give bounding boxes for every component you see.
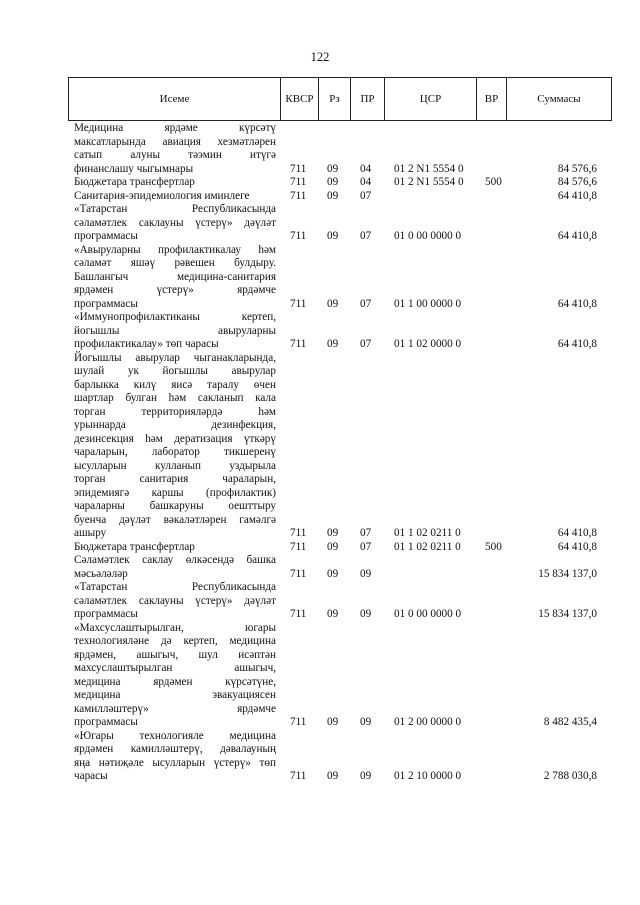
row-name-line: эпидемиягә каршы (профилактик) (74, 486, 276, 499)
pr-cell: 07 (360, 527, 372, 539)
row-name-line: чараларны башкаруны оешттыру (74, 500, 276, 512)
csr-cell: 01 0 00 0000 0 (394, 230, 462, 242)
row-name-line: Башлангыч медицина-санитария (74, 270, 276, 283)
sum-cell: 15 834 137,0 (538, 567, 597, 580)
pr-cell: 07 (360, 297, 372, 310)
row-name-line: программасы (74, 297, 138, 310)
sum-cell: 15 834 137,0 (538, 608, 597, 620)
row-name-line: дезинсекция һәм дератизация үткәрү (74, 432, 276, 445)
rz-cell: 09 (327, 338, 339, 350)
kvsr-cell: 711 (290, 540, 307, 553)
row-name-line: шулай ук йогышлы авырулар (74, 365, 276, 377)
row-name (74, 622, 276, 730)
rz-cell: 09 (327, 297, 339, 310)
row-name-line: ашыру (74, 527, 107, 539)
row-name-line: Йогышлы авырулар чыганакларында, (74, 351, 276, 364)
row-name-line: программасы (74, 716, 138, 728)
row-name-line: урыннарда дезинфекция, (74, 419, 276, 431)
header-rz: Рз (319, 78, 351, 121)
table-row (0, 244, 640, 312)
row-name-line: «Иммунопрофилактиканы кертеп, (74, 311, 276, 323)
rz-cell: 09 (327, 527, 339, 539)
csr-cell: 01 2 00 0000 0 (394, 716, 462, 728)
row-name-line: Сәламәтлек саклау өлкәсендә башка (74, 554, 276, 566)
sum-cell: 64 410,8 (557, 189, 597, 202)
table-row (0, 730, 640, 784)
table-row (0, 622, 640, 730)
row-name-line: мәсьәләләр (74, 567, 128, 580)
row-name-line: сәламәт яшәү рәвешен булдыру. (74, 257, 276, 269)
pr-cell: 09 (360, 608, 372, 620)
row-name-line: медицина ярдәмен күрсәтүне, (74, 675, 276, 688)
kvsr-cell: 711 (290, 189, 307, 202)
header-pr: ПР (351, 78, 385, 121)
csr-cell: 01 1 00 0000 0 (394, 297, 462, 310)
pr-cell: 09 (360, 567, 372, 580)
csr-cell: 01 1 02 0211 0 (394, 527, 461, 539)
csr-cell: 01 1 02 0000 0 (394, 338, 462, 350)
sum-cell: 8 482 435,4 (543, 716, 597, 728)
budget-table-header (68, 77, 612, 121)
row-name-line: Бюджетара трансфертлар (74, 176, 195, 188)
kvsr-cell: 711 (290, 297, 307, 310)
vr-cell: 500 (485, 176, 502, 188)
row-name-line: Санитария-эпидемиология иминлеге (74, 189, 250, 202)
pr-cell: 07 (360, 540, 372, 553)
row-name-line: программасы (74, 230, 138, 242)
csr-cell: 01 2 N1 5554 0 (394, 176, 464, 188)
pr-cell: 04 (360, 162, 372, 175)
row-name-line: профилактикалау» төп чарасы (74, 338, 219, 350)
row-name-line: торган санитария чараларын, (74, 473, 276, 485)
table-row (0, 581, 640, 622)
kvsr-cell: 711 (290, 567, 307, 580)
rz-cell: 09 (327, 189, 339, 202)
rz-cell: 09 (327, 716, 339, 728)
row-name-line: сәламәтлек саклауны үстерү» дәүләт (74, 594, 276, 607)
row-name-line: шартлар булган һәм сакланып кала (74, 392, 276, 404)
row-name-line: барлыкка килү яисә таралу өчен (74, 378, 276, 391)
row-name-line: сатып алуны тәэмин итүгә (74, 149, 276, 161)
pr-cell: 07 (360, 230, 372, 242)
row-name-line: чарасы (74, 770, 108, 782)
row-name-line: «Татарстан Республикасында (74, 203, 276, 215)
row-name-line: «Махсуслаштырылган, югары (74, 621, 276, 634)
row-name-line: ысулларын кулланып уздырыла (74, 459, 276, 472)
kvsr-cell: 711 (290, 608, 307, 620)
budget-table-body (0, 122, 640, 784)
sum-cell: 64 410,8 (557, 527, 597, 539)
row-name (74, 352, 276, 541)
header-vr: ВР (477, 78, 507, 121)
sum-cell: 64 410,8 (557, 230, 597, 242)
sum-cell: 64 410,8 (557, 338, 597, 350)
pr-cell: 07 (360, 189, 372, 202)
row-name-line: чараларын, лаборатор тикшеренү (74, 446, 276, 458)
row-name-line: камилләштерү» ярдәмче (74, 702, 276, 715)
row-name-line: технологияләне дә кертеп, медицина (74, 635, 276, 647)
header-sum: Суммасы (507, 78, 612, 121)
pr-cell: 04 (360, 176, 372, 188)
csr-cell: 01 2 10 0000 0 (394, 770, 462, 782)
kvsr-cell: 711 (290, 527, 307, 539)
rz-cell: 09 (327, 162, 339, 175)
sum-cell: 64 410,8 (557, 540, 597, 553)
table-row (0, 311, 640, 352)
row-name-line: сәламәтлек саклауны үстерү» дәүләт (74, 216, 276, 229)
row-name-line: «Авыруларны профилактикалау һәм (74, 243, 276, 256)
table-row (0, 203, 640, 244)
row-name-line: медицина эвакуациясен (74, 689, 276, 701)
header-name: Исеме (69, 78, 281, 121)
row-name-line: «Татарстан Республикасында (74, 581, 276, 593)
row-name-line: финанслашу чыгымнары (74, 162, 194, 175)
csr-cell: 01 1 02 0211 0 (394, 540, 461, 553)
rz-cell: 09 (327, 608, 339, 620)
table-row (0, 352, 640, 541)
vr-cell: 500 (485, 540, 502, 553)
sum-cell: 84 576,6 (557, 162, 597, 175)
row-name-line: программасы (74, 608, 138, 620)
row-name-line: Медицина ярдәме күрсәтү (74, 122, 276, 134)
row-name-line: махсуслаштырылган ашыгыч, (74, 662, 276, 674)
rz-cell: 09 (327, 176, 339, 188)
page-number: 122 (310, 50, 330, 64)
sum-cell: 84 576,6 (557, 176, 597, 188)
csr-cell: 01 2 N1 5554 0 (394, 162, 464, 175)
kvsr-cell: 711 (290, 230, 307, 242)
rz-cell: 09 (327, 540, 339, 553)
header-csr: ЦСР (385, 78, 477, 121)
row-name-line: «Югары технологияле медицина (74, 729, 276, 742)
kvsr-cell: 711 (290, 338, 307, 350)
csr-cell: 01 0 00 0000 0 (394, 608, 462, 620)
kvsr-cell: 711 (290, 176, 307, 188)
pr-cell: 09 (360, 770, 372, 782)
table-row (0, 541, 640, 555)
row-name-line: Бюджетара трансфертлар (74, 540, 195, 553)
row-name-line: буенча дәүләт вәкаләтләрен гамәлгә (74, 513, 276, 526)
row-name-line: яңа нәтиҗәле ысулларын үстерү» төп (74, 756, 276, 769)
sum-cell: 64 410,8 (557, 297, 597, 310)
pr-cell: 07 (360, 338, 372, 350)
row-name-line: ярдәмен камилләштерү, дәвалауның (74, 743, 276, 755)
kvsr-cell: 711 (290, 716, 307, 728)
row-name-line: ярдәмен, ашыгыч, шул исәптән (74, 648, 276, 661)
row-name-line: йогышлы авыруларны (74, 324, 276, 337)
row-name-line: ярдәмен үстерү» ярдәмче (74, 284, 276, 296)
row-name-line: максатларында авиация хезмәтләрен (74, 135, 276, 148)
table-row (0, 190, 640, 204)
sum-cell: 2 788 030,8 (543, 770, 597, 782)
rz-cell: 09 (327, 230, 339, 242)
table-row (0, 122, 640, 176)
rz-cell: 09 (327, 770, 339, 782)
rz-cell: 09 (327, 567, 339, 580)
row-name-line: торган территорияләрдә һәм (74, 405, 276, 418)
kvsr-cell: 711 (290, 162, 307, 175)
header-kvsr: КВСР (281, 78, 319, 121)
table-row (0, 176, 640, 190)
pr-cell: 09 (360, 716, 372, 728)
table-row (0, 554, 640, 581)
kvsr-cell: 711 (290, 770, 307, 782)
